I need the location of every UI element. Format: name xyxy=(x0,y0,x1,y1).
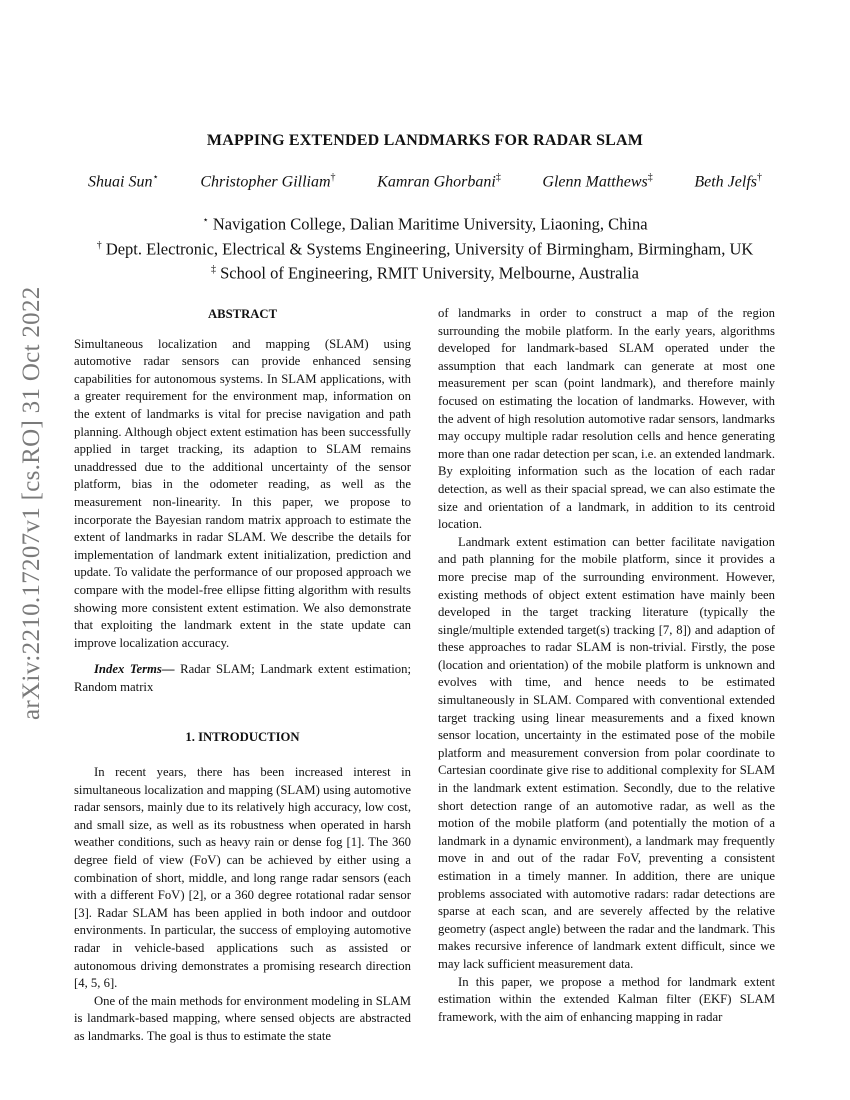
affiliation xyxy=(0,210,850,235)
author xyxy=(377,172,501,191)
left-column xyxy=(74,305,411,1046)
abstract-text: Simultaneous localization and mapping (SLAM) using automotive radar sensors can provide enhanced sensing capabilities for autonomous systems. In SLAM applications, with a greater requirement for the environment map, information on the extent of landmarks is vital for precise navigation and path planning. Although object extent estimation has been successfully applied in target tracking, its adaption to SLAM remains unaddressed due to the additional uncertainty of the sensor platform, bias in the odometer reading, as well as the measurement non-linearity. In this paper, we propose to incorporate the Bayesian random matrix approach to estimate the extent of landmarks in radar SLAM. We describe the details for implementation of landmark extent initialization, prediction and update. To validate the performance of our proposed approach we compare with the model-free ellipse fitting algorithm with results showing more consistent extent estimation. We also demonstrate that exploiting the landmark extent in the state update can improve localization accuracy. xyxy=(74,336,411,650)
author-mark: ‡ xyxy=(495,172,501,183)
affiliation-mark: † xyxy=(96,239,102,251)
affiliation-mark: ‡ xyxy=(211,264,216,275)
affiliation-list xyxy=(0,210,850,284)
author-name: Glenn Matthews xyxy=(542,173,648,191)
author-mark: ‡ xyxy=(647,172,653,183)
intro-paragraph: One of the main methods for environment modeling in SLAM is landmark-based mapping, where sensed objects are abstracted as landmarks. The goal is thus to estimate the state xyxy=(74,993,411,1043)
right-column xyxy=(438,305,775,1026)
affiliation-text: Dept. Electronic, Electrical & Systems Engineering, University of Birmingham, Birmingham, UK xyxy=(101,239,754,258)
index-terms-label: Index Terms— xyxy=(94,662,175,677)
affiliation-text: School of Engineering, RMIT University, Melbourne, Australia xyxy=(216,263,639,283)
author-name: Beth Jelfs xyxy=(694,173,757,191)
author-mark: † xyxy=(756,172,762,183)
affiliation-mark: ⋆ xyxy=(202,215,209,226)
intro-paragraph: Landmark extent estimation can better facilitate navigation and path planning for the mobile platform, since it provides a more precise map of the surrounding environment. However, existing methods of object extent estimation have mainly been developed in the target tracking literature (typically the single/multiple extended target(s) tracking [7, 8]) and adaption of these approaches to radar SLAM is non-trivial. Firstly, the pose (location and orientation) of the mobile platform is unknown and evolves with time, and hence needs to be estimated simultaneously in SLAM. Compared with conventional extended target tracking using linear measurements and a fixed known sensor location, uncertainty in the estimated pose of the mobile platform and measurement conversion from polar coordinate to Cartesian coordinate give rise to additional complexity for SLAM in the landmark extent estimation. Secondly, due to the relative short detection range of an automotive radar, as well as the motion of the mobile platform (and potentially the motion of a landmark in a dynamic environment), a landmark may frequently move in and out of the radar FoV, preventing a consistent estimation in a timely manner. In addition, there are unique problems associated with automotive radars: radar detections are sparse at each scan, and are severely affected by the relative geometry (aspect angle) between the radar and the landmark. This makes recursive inference of landmark extent difficult, since we may lack sufficient measurement data. xyxy=(438,534,775,971)
intro-paragraph: In recent years, there has been increased interest in simultaneous localization and mapping (SLAM) using automotive radar sensors, mainly due to its relatively high accuracy, low cost, and small size, as well as its robustness when operated in harsh weather conditions, such as heavy rain or dense fog [1]. The 360 degree field of view (FoV) can be achieved by either using a combination of short, middle, and long range radar sensors (each with a different FoV) [2], or a 360 degree rotational radar sensor [3]. Radar SLAM has been applied in both indoor and outdoor environments. In particular, the success of employing automotive radar in vehicle-based applications such as assisted or autonomous driving demonstrates a promising research direction [4, 5, 6]. xyxy=(74,765,411,991)
author-name: Shuai Sun xyxy=(88,173,153,191)
author-mark: ⋆ xyxy=(152,172,159,183)
affiliation xyxy=(0,235,850,260)
author-name: Christopher Gilliam xyxy=(200,173,331,191)
intro-paragraph: In this paper, we propose a method for landmark extent estimation within the extended Kalman filter (EKF) SLAM framework, with the aim of enhancing mapping in radar xyxy=(438,974,775,1024)
author-name: Kamran Ghorbani xyxy=(377,173,496,191)
author xyxy=(88,172,159,191)
introduction-heading: 1. INTRODUCTION xyxy=(185,730,300,745)
index-terms xyxy=(74,661,411,696)
author-list xyxy=(88,172,762,191)
author xyxy=(694,172,762,191)
author xyxy=(542,172,652,191)
abstract-heading: ABSTRACT xyxy=(207,307,278,321)
author xyxy=(200,172,335,191)
intro-paragraph: of landmarks in order to construct a map of the region surrounding the mobile platform. In the early years, algorithms developed for landmark-based SLAM operated under the assumption that each landmark can generate at most one measurement per scan (point landmark), and therefore mainly focused on estimating the location of landmarks. However, with the advent of high resolution automotive radar sensors, landmarks may occupy multiple radar resolution cells and hence generating more than one radar detection per scan, i.e. an extended landmark. By exploiting information such as the location of each radar detection, as well as their spacial spread, we can also estimate the size and orientation of a landmark, in addition to its centroid location. xyxy=(438,306,775,532)
arxiv-identifier: arXiv:2210.17207v1 [cs.RO] 31 Oct 2022 xyxy=(18,286,45,720)
affiliation-text: Navigation College, Dalian Maritime University, Liaoning, China xyxy=(208,214,648,234)
affiliation xyxy=(0,259,850,284)
paper-title: MAPPING EXTENDED LANDMARKS FOR RADAR SLAM xyxy=(206,132,644,149)
author-mark: † xyxy=(330,172,336,183)
index-terms-text: Radar SLAM; Landmark extent estimation; Random matrix xyxy=(74,662,411,694)
